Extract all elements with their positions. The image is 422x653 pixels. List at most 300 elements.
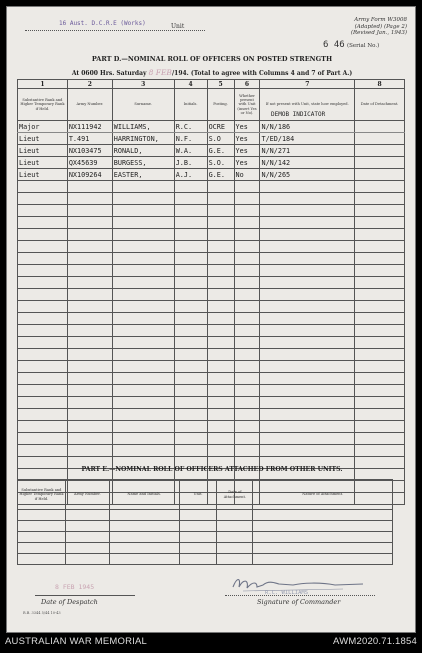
empty-cell — [67, 229, 112, 241]
empty-cell — [355, 445, 405, 457]
empty-cell — [174, 385, 207, 397]
empty-cell — [18, 521, 66, 532]
empty-cell — [355, 325, 405, 337]
cell-rank: Lieut — [18, 145, 68, 157]
empty-cell — [112, 409, 174, 421]
empty-cell — [217, 543, 253, 554]
empty-cell — [207, 397, 234, 409]
empty-cell — [109, 521, 179, 532]
empty-cell — [112, 349, 174, 361]
empty-cell — [67, 325, 112, 337]
empty-cell — [260, 301, 355, 313]
empty-row — [18, 337, 405, 349]
table-row — [18, 169, 405, 181]
col-num: 3 — [112, 80, 174, 89]
empty-cell — [207, 349, 234, 361]
cell-surname: WILLIAMS, — [112, 121, 174, 133]
empty-cell — [18, 205, 68, 217]
empty-cell — [207, 265, 234, 277]
serial-label: (Serial No.) — [347, 43, 380, 49]
empty-cell — [18, 543, 66, 554]
part-d-subtitle — [7, 68, 417, 77]
empty-cell — [112, 445, 174, 457]
empty-cell — [18, 397, 68, 409]
empty-cell — [234, 289, 260, 301]
part-d-title: PART D.—NOMINAL ROLL OF OFFICERS ON POSTED STRENGTH — [91, 55, 333, 63]
unit-stamp: 16 Aust. D.C.R.E (Works) — [59, 20, 146, 27]
empty-cell — [112, 205, 174, 217]
header-attachment-nature: Nature of Attachment. — [253, 480, 393, 510]
header-employed: If not present with Unit, state how employed. — [260, 89, 355, 121]
cell-posting: G.E. — [207, 169, 234, 181]
empty-cell — [260, 325, 355, 337]
empty-cell — [260, 253, 355, 265]
header-rank: Substantive Rank and Higher Temporary Rank if Held. — [18, 480, 66, 510]
empty-cell — [234, 349, 260, 361]
empty-cell — [234, 385, 260, 397]
part-e-title: PART E.—NOMINAL ROLL OF OFFICERS ATTACHED FROM OTHER UNITS. — [81, 466, 343, 473]
empty-cell — [260, 181, 355, 193]
serial-number: 6 46 — [323, 40, 345, 50]
empty-cell — [207, 313, 234, 325]
cell-army-number: NX103475 — [67, 145, 112, 157]
form-page — [6, 6, 416, 633]
empty-cell — [67, 373, 112, 385]
cell-date — [355, 145, 405, 157]
cell-date — [355, 121, 405, 133]
empty-cell — [112, 385, 174, 397]
empty-row — [18, 373, 405, 385]
empty-cell — [112, 361, 174, 373]
empty-cell — [174, 313, 207, 325]
empty-cell — [112, 217, 174, 229]
header-name: Name and Initials. — [109, 480, 179, 510]
empty-cell — [67, 445, 112, 457]
empty-cell — [217, 521, 253, 532]
empty-cell — [260, 349, 355, 361]
empty-cell — [18, 421, 68, 433]
empty-cell — [260, 361, 355, 373]
header-present: Whether present with Unit (insert Yes or No). — [234, 89, 260, 121]
empty-cell — [234, 313, 260, 325]
empty-cell — [174, 397, 207, 409]
empty-cell — [18, 445, 68, 457]
empty-cell — [67, 181, 112, 193]
empty-cell — [355, 397, 405, 409]
empty-cell — [355, 385, 405, 397]
empty-cell — [234, 337, 260, 349]
empty-cell — [234, 241, 260, 253]
empty-row — [18, 193, 405, 205]
empty-cell — [207, 337, 234, 349]
cell-posting: S.O — [207, 133, 234, 145]
col-num: 8 — [355, 80, 405, 89]
empty-cell — [109, 510, 179, 521]
cell-rank: Lieut — [18, 133, 68, 145]
empty-cell — [207, 241, 234, 253]
empty-cell — [355, 409, 405, 421]
cell-surname: HARRINGTON, — [112, 133, 174, 145]
empty-cell — [234, 265, 260, 277]
empty-cell — [174, 409, 207, 421]
header-army-number: Army Number. — [67, 89, 112, 121]
empty-cell — [112, 373, 174, 385]
empty-cell — [207, 361, 234, 373]
column-header-row — [18, 89, 405, 121]
cell-posting: G.E. — [207, 145, 234, 157]
empty-row — [18, 385, 405, 397]
empty-cell — [67, 349, 112, 361]
empty-cell — [18, 265, 68, 277]
empty-cell — [234, 229, 260, 241]
empty-cell — [18, 361, 68, 373]
col-num: 6 — [234, 80, 260, 89]
header-surname: Surname. — [112, 89, 174, 121]
empty-cell — [65, 532, 109, 543]
empty-cell — [207, 289, 234, 301]
cell-employed: N/N/265 — [260, 169, 355, 181]
empty-cell — [217, 532, 253, 543]
col-num: 7 — [260, 80, 355, 89]
part-d-table — [17, 79, 405, 505]
empty-row — [18, 445, 405, 457]
empty-row — [18, 217, 405, 229]
empty-cell — [18, 433, 68, 445]
empty-row — [18, 181, 405, 193]
empty-cell — [18, 241, 68, 253]
cell-initials: R.C. — [174, 121, 207, 133]
header-army-number: Army Number. — [65, 480, 109, 510]
empty-cell — [234, 301, 260, 313]
cell-initials: J.B. — [174, 157, 207, 169]
empty-cell — [355, 361, 405, 373]
part-e-header-row — [18, 480, 393, 510]
empty-cell — [67, 397, 112, 409]
empty-cell — [234, 421, 260, 433]
empty-cell — [18, 337, 68, 349]
empty-row — [18, 253, 405, 265]
empty-cell — [260, 241, 355, 253]
empty-cell — [355, 205, 405, 217]
empty-cell — [253, 543, 393, 554]
empty-row — [18, 361, 405, 373]
column-number-row — [18, 80, 405, 89]
empty-cell — [67, 205, 112, 217]
empty-row — [18, 554, 393, 565]
cell-surname: EASTER, — [112, 169, 174, 181]
empty-cell — [207, 277, 234, 289]
header-posting: Posting. — [207, 89, 234, 121]
empty-row — [18, 229, 405, 241]
empty-cell — [18, 373, 68, 385]
empty-cell — [207, 421, 234, 433]
empty-cell — [174, 241, 207, 253]
subtitle-prefix: At 0600 Hrs. Saturday — [71, 70, 147, 77]
empty-cell — [217, 554, 253, 565]
empty-cell — [67, 193, 112, 205]
empty-cell — [179, 510, 217, 521]
empty-cell — [18, 253, 68, 265]
empty-cell — [260, 217, 355, 229]
empty-cell — [207, 193, 234, 205]
empty-cell — [112, 313, 174, 325]
part-e-table — [17, 479, 393, 565]
empty-cell — [253, 554, 393, 565]
empty-cell — [234, 409, 260, 421]
empty-cell — [67, 241, 112, 253]
cell-present: Yes — [234, 145, 260, 157]
empty-cell — [260, 409, 355, 421]
cell-rank: Lieut — [18, 169, 68, 181]
empty-cell — [234, 181, 260, 193]
empty-cell — [18, 193, 68, 205]
empty-cell — [355, 253, 405, 265]
empty-row — [18, 510, 393, 521]
despatch-label: Date of Despatch — [41, 598, 98, 606]
empty-cell — [253, 521, 393, 532]
demob-indicator-label: DEMOB INDICATOR — [271, 111, 326, 118]
table-row — [18, 121, 405, 133]
empty-cell — [260, 433, 355, 445]
cell-present: Yes — [234, 121, 260, 133]
header-rank: Substantive Rank and Higher Temporary Rank if Held. — [18, 89, 68, 121]
commander-line — [225, 595, 375, 596]
empty-cell — [355, 433, 405, 445]
empty-cell — [18, 217, 68, 229]
caption-right: AWM2020.71.1854 — [333, 636, 417, 647]
cell-present: No — [234, 169, 260, 181]
empty-row — [18, 433, 405, 445]
empty-cell — [174, 253, 207, 265]
empty-cell — [234, 193, 260, 205]
empty-cell — [174, 229, 207, 241]
empty-cell — [260, 373, 355, 385]
empty-cell — [112, 397, 174, 409]
empty-cell — [174, 289, 207, 301]
unit-label: Unit — [171, 23, 185, 30]
table-row — [18, 157, 405, 169]
cell-rank: Lieut — [18, 157, 68, 169]
empty-cell — [67, 253, 112, 265]
cell-army-number: NX109264 — [67, 169, 112, 181]
empty-cell — [109, 543, 179, 554]
empty-cell — [18, 229, 68, 241]
empty-cell — [207, 205, 234, 217]
empty-cell — [174, 217, 207, 229]
table-row — [18, 133, 405, 145]
empty-cell — [65, 543, 109, 554]
form-id-line-1: Army Form W3008 — [354, 17, 407, 23]
empty-cell — [112, 325, 174, 337]
empty-cell — [67, 313, 112, 325]
empty-cell — [109, 532, 179, 543]
empty-cell — [355, 349, 405, 361]
cell-employed: T/ED/184 — [260, 133, 355, 145]
empty-cell — [253, 510, 393, 521]
empty-row — [18, 421, 405, 433]
col-num: 2 — [67, 80, 112, 89]
subtitle-date-stamp: 8 FEB — [148, 68, 172, 77]
empty-cell — [18, 385, 68, 397]
empty-cell — [65, 521, 109, 532]
empty-rows — [18, 510, 393, 565]
empty-cell — [260, 385, 355, 397]
empty-cell — [174, 433, 207, 445]
empty-cell — [18, 313, 68, 325]
cell-present: Yes — [234, 157, 260, 169]
empty-cell — [207, 217, 234, 229]
subtitle-suffix: . (Total to agree with Columns 4 and 7 of Part A.) — [186, 70, 353, 77]
empty-cell — [174, 205, 207, 217]
empty-cell — [67, 409, 112, 421]
empty-cell — [174, 301, 207, 313]
signature-name-stamp: R.C. WILLIAMS — [265, 590, 309, 596]
empty-row — [18, 349, 405, 361]
subtitle-year: /194 — [171, 70, 187, 77]
empty-cell — [67, 217, 112, 229]
empty-cell — [18, 301, 68, 313]
cell-date — [355, 157, 405, 169]
empty-cell — [174, 325, 207, 337]
empty-cell — [355, 217, 405, 229]
col-num: 1 — [18, 80, 68, 89]
empty-cell — [234, 373, 260, 385]
empty-cell — [18, 554, 66, 565]
empty-cell — [207, 433, 234, 445]
empty-cell — [234, 253, 260, 265]
empty-cell — [207, 373, 234, 385]
col-num: 4 — [174, 80, 207, 89]
empty-cell — [67, 301, 112, 313]
printer-note: R.B. 3344 5/44 10-43 — [23, 611, 61, 615]
empty-cell — [67, 277, 112, 289]
empty-cell — [207, 301, 234, 313]
empty-cell — [234, 445, 260, 457]
empty-row — [18, 265, 405, 277]
empty-cell — [179, 554, 217, 565]
empty-cell — [174, 361, 207, 373]
cell-surname: BURGESS, — [112, 157, 174, 169]
empty-row — [18, 313, 405, 325]
empty-cell — [112, 181, 174, 193]
empty-cell — [207, 253, 234, 265]
empty-cell — [18, 289, 68, 301]
form-id-line-3: (Revised Jan., 1943) — [350, 30, 407, 36]
empty-cell — [207, 409, 234, 421]
empty-cell — [112, 337, 174, 349]
empty-cell — [174, 265, 207, 277]
col-num: 5 — [207, 80, 234, 89]
caption-left: AUSTRALIAN WAR MEMORIAL — [5, 636, 148, 647]
empty-cell — [112, 241, 174, 253]
empty-cell — [174, 421, 207, 433]
empty-cell — [207, 229, 234, 241]
cell-employed — [260, 121, 355, 133]
cell-date — [355, 133, 405, 145]
empty-cell — [179, 521, 217, 532]
empty-cell — [112, 301, 174, 313]
empty-cell — [355, 229, 405, 241]
table-row — [18, 145, 405, 157]
empty-cell — [112, 289, 174, 301]
empty-row — [18, 409, 405, 421]
header-detachment: Date of Detachment. — [355, 89, 405, 121]
empty-cell — [260, 445, 355, 457]
header-initials: Initials. — [174, 89, 207, 121]
empty-cell — [217, 510, 253, 521]
empty-row — [18, 277, 405, 289]
empty-cell — [234, 277, 260, 289]
empty-cell — [174, 181, 207, 193]
cell-posting: OCRE — [207, 121, 234, 133]
header-unit: Unit. — [179, 480, 217, 510]
empty-cell — [355, 265, 405, 277]
empty-row — [18, 241, 405, 253]
empty-cell — [207, 181, 234, 193]
empty-cell — [234, 205, 260, 217]
cell-surname: RONALD, — [112, 145, 174, 157]
empty-row — [18, 532, 393, 543]
empty-cell — [355, 289, 405, 301]
empty-cell — [18, 277, 68, 289]
cell-posting: S.O. — [207, 157, 234, 169]
empty-row — [18, 289, 405, 301]
empty-cell — [112, 421, 174, 433]
cell-rank: Major — [18, 121, 68, 133]
empty-cell — [174, 373, 207, 385]
empty-cell — [260, 337, 355, 349]
empty-cell — [260, 205, 355, 217]
empty-cell — [179, 543, 217, 554]
empty-row — [18, 397, 405, 409]
header-attachment-date: Date of Attachment. — [217, 480, 253, 510]
empty-cell — [260, 193, 355, 205]
empty-rows — [18, 181, 405, 505]
empty-cell — [18, 532, 66, 543]
empty-cell — [234, 433, 260, 445]
empty-cell — [18, 325, 68, 337]
empty-cell — [207, 445, 234, 457]
empty-cell — [67, 433, 112, 445]
form-identifier — [325, 17, 407, 37]
empty-cell — [109, 554, 179, 565]
empty-cell — [65, 510, 109, 521]
empty-cell — [260, 277, 355, 289]
empty-cell — [253, 532, 393, 543]
empty-cell — [355, 277, 405, 289]
empty-cell — [67, 265, 112, 277]
empty-cell — [112, 193, 174, 205]
empty-cell — [18, 181, 68, 193]
form-id-line-2: (Adapted) (Page 2) — [354, 23, 407, 30]
cell-present: Yes — [234, 133, 260, 145]
cell-employed: N/N/271 — [260, 145, 355, 157]
empty-cell — [67, 361, 112, 373]
cell-army-number: QX45639 — [67, 157, 112, 169]
empty-cell — [234, 397, 260, 409]
empty-cell — [260, 397, 355, 409]
cell-army-number: T.491 — [67, 133, 112, 145]
empty-cell — [355, 241, 405, 253]
empty-row — [18, 325, 405, 337]
cell-initials: N.F. — [174, 133, 207, 145]
employed-value: N/N/186 — [261, 122, 291, 131]
empty-cell — [355, 193, 405, 205]
empty-cell — [112, 265, 174, 277]
empty-cell — [112, 253, 174, 265]
empty-cell — [67, 385, 112, 397]
cell-employed: N/N/142 — [260, 157, 355, 169]
